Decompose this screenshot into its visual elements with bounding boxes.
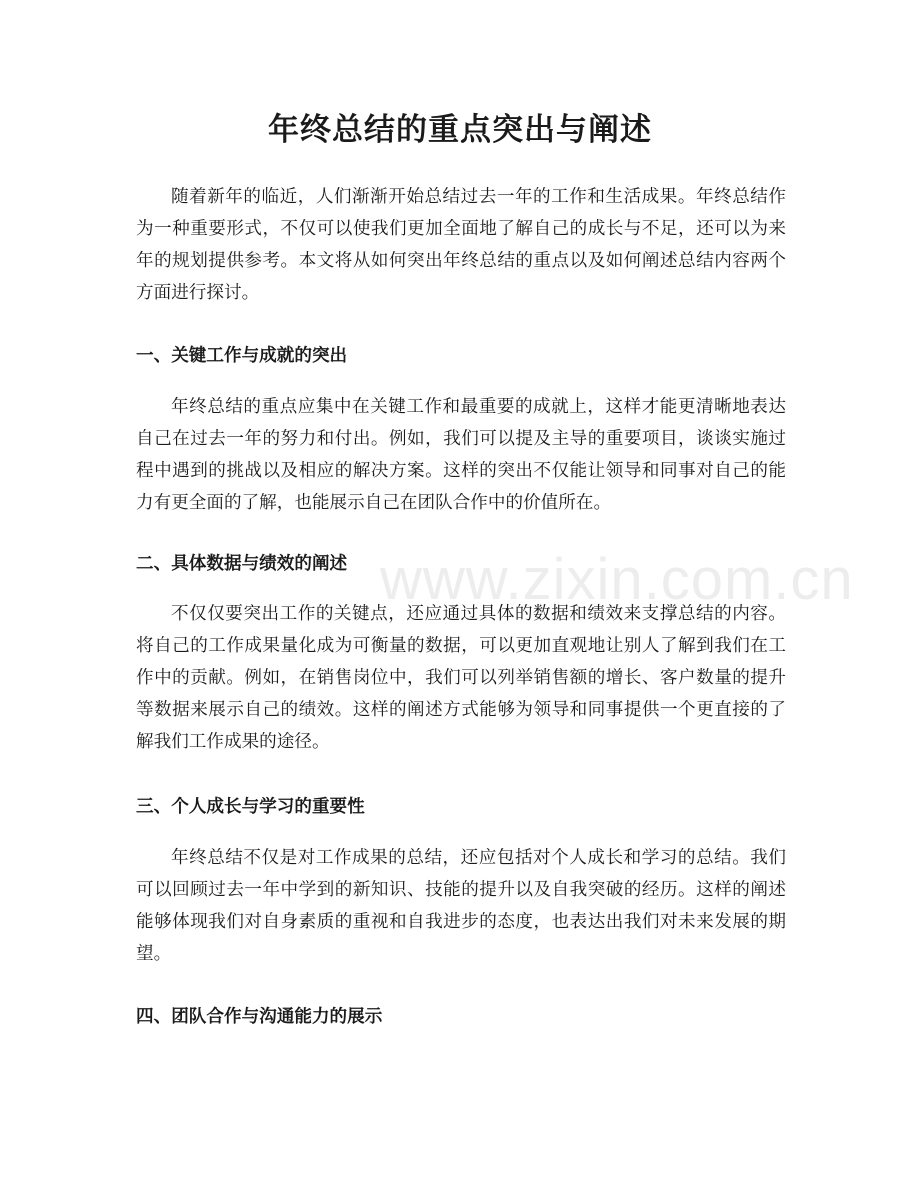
- section-1-heading: 一、关键工作与成就的突出: [136, 346, 348, 366]
- section-1-paragraph: 年终总结的重点应集中在关键工作和最重要的成就上，这样才能更清晰地表达自己在过去一年的努力和付出。例如，我们可以提及主导的重要项目，谈谈实施过程中遇到的挑战以及相应的解决方案。这样的突出不仅能让领导和同事对自己的能力有更全面的了解，也能展示自己在团队合作中的价值所在。: [136, 397, 786, 513]
- section-4-heading: 四、团队合作与沟通能力的展示: [136, 1007, 383, 1027]
- intro-paragraph: 随着新年的临近，人们渐渐开始总结过去一年的工作和生活成果。年终总结作为一种重要形式，不仅可以使我们更加全面地了解自己的成长与不足，还可以为来年的规划提供参考。本文将从如何突出年终总结的重点以及如何阐述总结内容两个方面进行探讨。: [136, 187, 786, 303]
- section-2-heading: 二、具体数据与绩效的阐述: [136, 554, 348, 574]
- section-3-paragraph: 年终总结不仅是对工作成果的总结，还应包括对个人成长和学习的总结。我们可以回顾过去一年中学到的新知识、技能的提升以及自我突破的经历。这样的阐述能够体现我们对自身素质的重视和自我进步的态度，也表达出我们对未来发展的期望。: [136, 848, 786, 964]
- section-3-heading: 三、个人成长与学习的重要性: [136, 797, 365, 817]
- watermark: www.zixin.com.cn: [380, 547, 854, 612]
- document-title: 年终总结的重点突出与阐述: [268, 112, 652, 148]
- section-2-paragraph: 不仅仅要突出工作的关键点，还应通过具体的数据和绩效来支撑总结的内容。将自己的工作成果量化成为可衡量的数据，可以更加直观地让别人了解到我们在工作中的贡献。例如，在销售岗位中，我们可以列举销售额的增长、客户数量的提升等数据来展示自己的绩效。这样的阐述方式能够为领导和同事提供一个更直接的了解我们工作成果的途径。: [136, 604, 786, 752]
